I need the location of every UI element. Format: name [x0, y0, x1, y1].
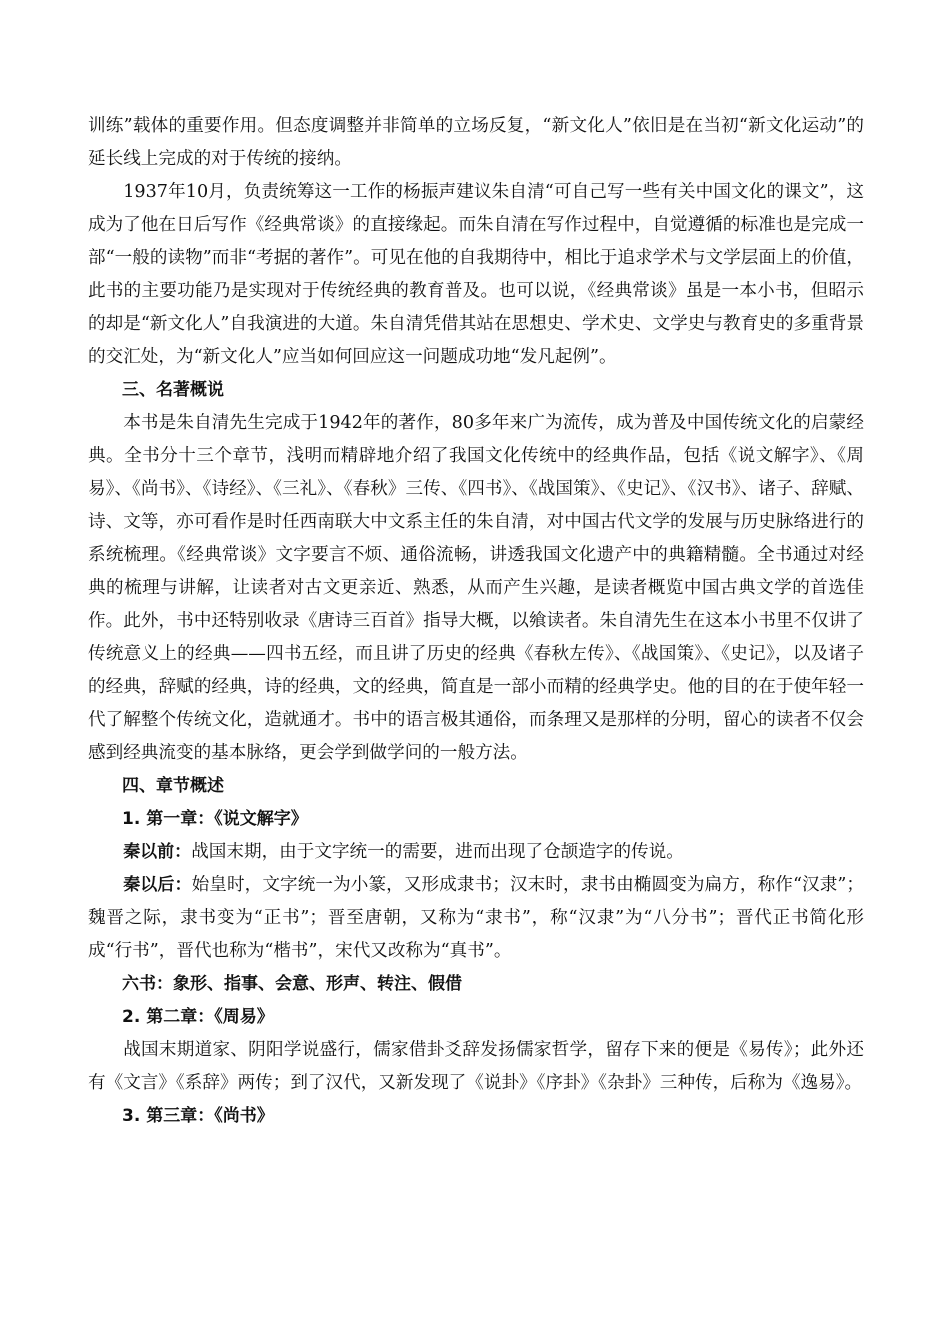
section-heading-overview: 三、名著概说 [122, 380, 224, 400]
label-pre-qin: 秦以前： [123, 842, 192, 862]
document-page [88, 110, 864, 1133]
paragraph-overview: 本书是朱自清先生完成于1942年的著作，80多年来广为流传，成为普及中国传统文化的启蒙经典。全书分十三个章节，浅明而精辟地介绍了我国文化传统中的经典作品，包括《说文解字》、《周易》、《尚书》、《诗经》、《三礼》、《春秋》三传、《四书》、《战国策》、《史记》、《汉书》、诸子、辞赋、诗、文等，亦可看作是时任西南联大中文系主任的朱自清，对中国古代文学的发展与历史脉络进行的系统梳理。《经典常谈》文字要言不烦、通俗流畅，讲透我国文化遗产中的典籍精髓。全书通过对经典的梳理与讲解，让读者对古文更亲近、熟悉，从而产生兴趣，是读者概览中国古典文学的首选佳作。此外，书中还特别收录《唐诗三百首》指导大概，以飨读者。朱自清先生在这本小书里不仅讲了传统意义上的经典——四书五经，而且讲了历史的经典《春秋左传》、《战国策》、《史记》，以及诸子的经典，辞赋的经典，诗的经典，文的经典，简直是一部小而精的经典学史。他的目的在于使年轻一代了解整个传统文化，造就通才。书中的语言极其通俗，而条理又是那样的分明，留心的读者不仅会感到经典流变的基本脉络，更会学到做学问的一般方法。 [88, 413, 864, 763]
label-post-qin: 秦以后： [123, 875, 192, 895]
chapter-heading-2: 2. 第二章：《周易》 [122, 1007, 274, 1027]
paragraph-continuation: 训练”载体的重要作用。但态度调整并非简单的立场反复，“新文化人”依旧是在当初“新文化运动”的延长线上完成的对于传统的接纳。 [88, 116, 864, 169]
section-heading-chapters: 四、章节概述 [122, 776, 224, 796]
paragraph-post-qin [88, 869, 864, 968]
paragraph-origin: 1937年10月，负责统筹这一工作的杨振声建议朱自清“可自己写一些有关中国文化的课文”，这成为了他在日后写作《经典常谈》的直接缘起。而朱自清在写作过程中，自觉遵循的标准也是完成一部“一般的读物”而非“考据的著作”。可见在他的自我期待中，相比于追求学术与文学层面上的价值，此书的主要功能乃是实现对于传统经典的教育普及。也可以说，《经典常谈》虽是一本小书，但昭示的却是“新文化人”自我演进的大道。朱自清凭借其站在思想史、学术史、文学史与教育史的多重背景的交汇处，为“新文化人”应当如何回应这一问题成功地“发凡起例”。 [88, 182, 864, 367]
paragraph-zhouyi: 战国末期道家、阴阳学说盛行，儒家借卦爻辞发扬儒家哲学，留存下来的便是《易传》；此外还有《文言》《系辞》两传；到了汉代，又新发现了《说卦》《序卦》《杂卦》三种传，后称为《逸易》。 [88, 1040, 864, 1093]
chapter-heading-3: 3. 第三章：《尚书》 [122, 1106, 274, 1126]
text-post-qin: 始皇时，文字统一为小篆，又形成隶书；汉末时，隶书由椭圆变为扁方，称作“汉隶”；魏晋之际，隶书变为“正书”；晋至唐朝，又称为“隶书”，称“汉隶”为“八分书”；晋代正书简化形成“行书”，晋代也称为“楷书”，宋代又改称为“真书”。 [88, 875, 864, 961]
text-pre-qin: 战国末期，由于文字统一的需要，进而出现了仓颉造字的传说。 [191, 842, 684, 862]
six-scripts-line: 六书：象形、指事、会意、形声、转注、假借 [122, 974, 462, 994]
paragraph-pre-qin [88, 836, 864, 869]
chapter-heading-1: 1. 第一章：《说文解字》 [122, 809, 308, 829]
